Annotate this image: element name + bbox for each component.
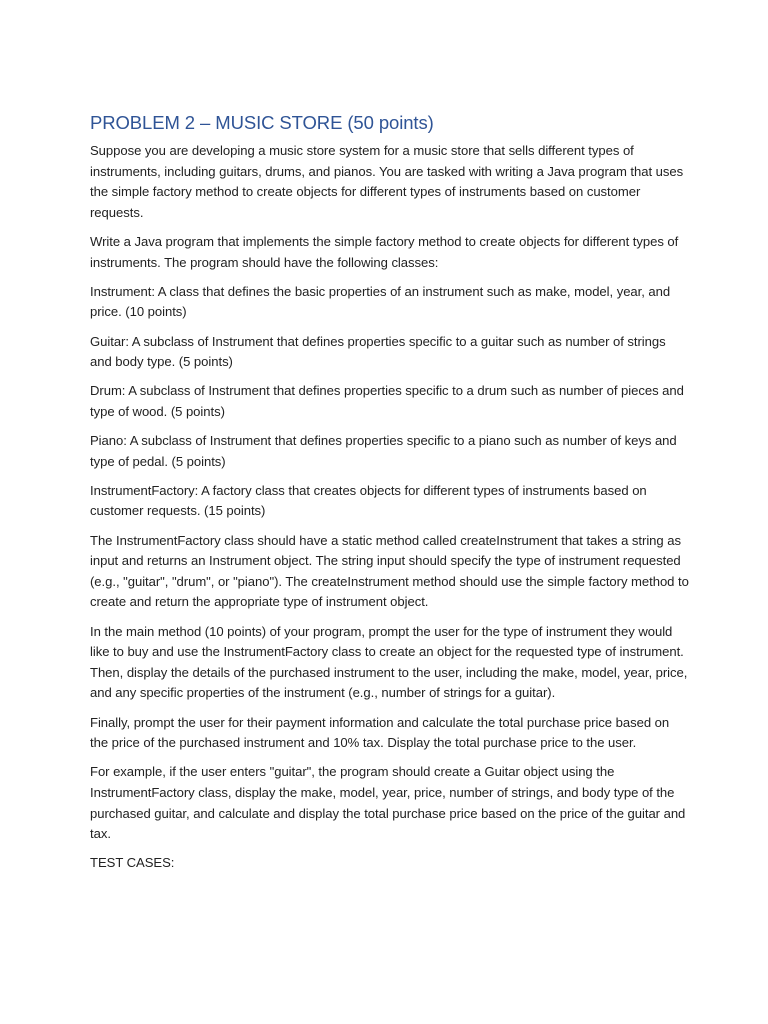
document-page <box>90 110 690 874</box>
paragraph-task: Write a Java program that implements the simple factory method to create objects for different types of instruments. The program should have the following classes: <box>90 233 679 270</box>
problem-title: PROBLEM 2 – MUSIC STORE (50 points) <box>90 112 434 133</box>
paragraph-payment: Finally, prompt the user for their payment information and calculate the total purchase price based on the price of the purchased instrument and 10% tax. Display the total purchase price to the user. <box>90 714 670 751</box>
paragraph-piano-class: Piano: A subclass of Instrument that defines properties specific to a piano such as number of keys and type of pedal. (5 points) <box>90 433 677 469</box>
paragraph-create-method: The InstrumentFactory class should have a static method called createInstrument that takes a string as input and returns an Instrument object. The string input should specify the type of instrument requested (e.g., "guitar", "drum", or "piano"). The createInstrument method should use the simple factory method to create and return the appropriate type of instrument object. <box>90 532 689 610</box>
paragraph-guitar-class: Guitar: A subclass of Instrument that defines properties specific to a guitar such as number of strings and body type. (5 points) <box>90 333 666 370</box>
paragraph-instrument-class: Instrument: A class that defines the basic properties of an instrument such as make, model, year, and price. (10 points) <box>90 283 671 320</box>
paragraph-intro: Suppose you are developing a music store system for a music store that sells different types of instruments, including guitars, drums, and pianos. You are tasked with writing a Java program that uses the simple factory method to create objects for different types of instruments based on customer requests. <box>90 143 684 220</box>
paragraph-factory-class: InstrumentFactory: A factory class that creates objects for different types of instruments based on customer requests. (15 points) <box>90 482 647 519</box>
paragraph-example: For example, if the user enters "guitar", the program should create a Guitar object using the InstrumentFactory class, display the make, model, year, price, number of strings, and body type of the purchased guitar, and calculate and display the total purchase price based on the price of the guitar and tax. <box>90 764 686 842</box>
test-cases-heading: TEST CASES: <box>90 855 175 871</box>
paragraph-drum-class: Drum: A subclass of Instrument that defines properties specific to a drum such as number of pieces and type of wood. (5 points) <box>90 383 684 419</box>
paragraph-main-method: In the main method (10 points) of your program, prompt the user for the type of instrument they would like to buy and use the InstrumentFactory class to create an object for the requested type of instrument. Then, display the details of the purchased instrument to the user, including the make, model, year, price, and any specific properties of the instrument (e.g., number of strings for a guitar). <box>90 623 688 701</box>
